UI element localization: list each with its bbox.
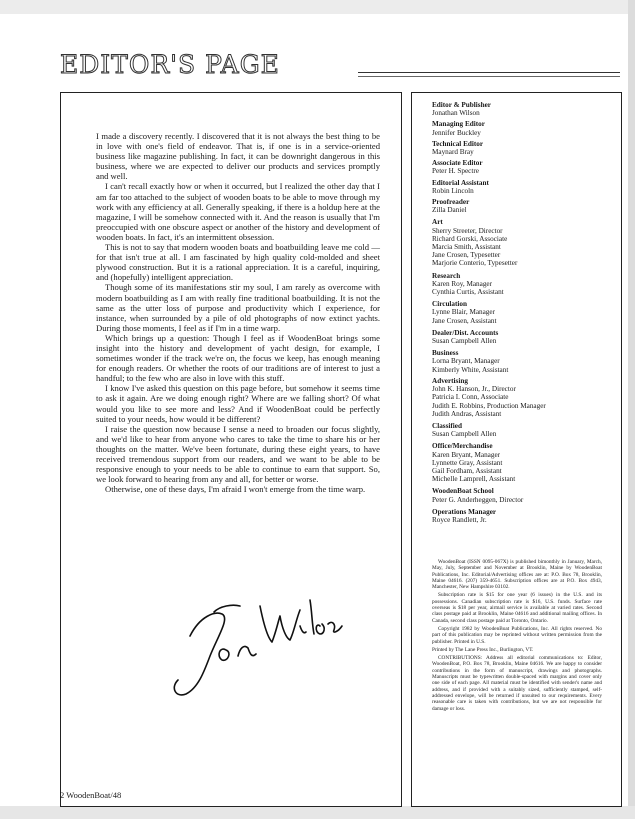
masthead-role: Circulation xyxy=(432,300,468,309)
article-body xyxy=(96,131,380,494)
fine-print-paragraph: WoodenBoat (ISSN 0095-067X) is published bimonthly in January, March, May, July, September and November at Brooklin, Maine by WoodenBoat Publications, Inc. Editorial/Advertising offices are at: P.O. Box 78, Brooklin, Maine 04616. (207) 359-4651. Subscription offices are at P.O. Box 4943, Manchester, New Hampshire 03102. xyxy=(432,559,602,591)
masthead-section xyxy=(432,329,602,345)
masthead-role: Office/Merchandise xyxy=(432,442,493,451)
masthead-section xyxy=(432,377,602,418)
header-rule-inner xyxy=(358,76,620,77)
masthead-name: Peter G. Anderheggen, Director xyxy=(432,495,524,504)
masthead xyxy=(432,101,602,527)
masthead-section xyxy=(432,508,602,524)
masthead-name: Judith E. Robbins, Production Manager xyxy=(432,401,546,410)
article-paragraph: I know I've asked this question on this page before, but somehow it seems time to ask it again. Are we doing enough right? Where are we falling short? Of what would you like to see more and less? And if WoodenBoat could be perfectly suited to your needs, how would it be different? xyxy=(96,383,380,424)
page-edge-top xyxy=(0,0,635,14)
masthead-role: Proofreader xyxy=(432,198,470,207)
page-footer: 2 WoodenBoat/48 xyxy=(60,790,122,800)
masthead-name: Royce Randlett, Jr. xyxy=(432,515,487,524)
masthead-name: Zilla Daniel xyxy=(432,206,467,215)
masthead-role: WoodenBoat School xyxy=(432,487,494,496)
masthead-name: Sherry Streeter, Director xyxy=(432,226,503,235)
masthead-section xyxy=(432,198,602,214)
header-rule xyxy=(358,72,620,73)
article-paragraph: Though some of its manifestations stir my soul, I am rarely as overcome with modern boatbuilding as I am with really fine traditional boatbuilding. It is not the same as the utter loss of purpose and productivity which I experience, for instance, when surrounded by a pile of old photographs of now extinct yachts. During those moments, I feel as if I'm in a time warp. xyxy=(96,282,380,333)
masthead-name: Lorna Bryant, Manager xyxy=(432,357,500,366)
masthead-role: Editorial Assistant xyxy=(432,178,489,187)
article-paragraph: I can't recall exactly how or when it occurred, but I realized the other day that I am far too attached to the subject of wooden boats to be able to move through my work with any efficiency at all. Generally speaking, if there is a holdup here at the magazine, I will be somehow connected with it. And the reason is usually that I'm preoccupied with one obscure aspect or another of the history and development of wooden boats. In fact, it's an intermittent obsession. xyxy=(96,181,380,242)
masthead-section xyxy=(432,300,602,325)
masthead-role: Associate Editor xyxy=(432,159,483,168)
masthead-name: Jennifer Buckley xyxy=(432,128,481,137)
masthead-role: Operations Manager xyxy=(432,507,497,516)
masthead-name: Susan Campbell Allen xyxy=(432,430,497,439)
masthead-role: Dealer/Dist. Accounts xyxy=(432,328,499,337)
masthead-name: Jonathan Wilson xyxy=(432,109,480,118)
masthead-section xyxy=(432,120,602,136)
masthead-section xyxy=(432,422,602,438)
editor-signature xyxy=(160,576,360,706)
masthead-name: Jane Crosen, Typesetter xyxy=(432,251,501,260)
masthead-name: Judith Andras, Assistant xyxy=(432,409,502,418)
masthead-name: Lynne Blair, Manager xyxy=(432,308,495,317)
fine-print-paragraph: Printed by The Lane Press Inc., Burlington, VT. xyxy=(432,646,534,653)
masthead-role: Advertising xyxy=(432,376,468,385)
fine-print-paragraph: CONTRIBUTIONS: Address all editorial communications to: Editor, WoodenBoat, P.O. Box 78, Brooklin, Maine 04616. We are happy to consider contributions in the form of manuscript, drawings and photographs. Manuscripts must be typewritten double-spaced with margins and cover only one side of each page. All material must be identified with sender's name and address, and if provided with a suitably sized, sufficiently stamped, self-addressed envelope, will be returned if unsuited to our requirements. Every reasonable care is taken with contributions, but we are not responsible for damage or loss. xyxy=(432,655,602,712)
masthead-name: Cynthia Curtis, Assistant xyxy=(432,288,504,297)
masthead-name: Peter H. Spectre xyxy=(432,167,479,176)
page-header xyxy=(60,52,620,80)
signature-graphic xyxy=(160,576,360,706)
masthead-section xyxy=(432,101,602,117)
page-edge-bottom xyxy=(0,806,635,819)
masthead-fine-print xyxy=(432,559,602,714)
article-paragraph: This is not to say that modern wooden boats and boatbuilding leave me cold — for that isn't true at all. I am fascinated by high quality cold-molded and sheet plywood construction. But it is a rational appreciation. It is a careful, inquiring, and (hopefully) intelligent appreciation. xyxy=(96,242,380,283)
masthead-role: Art xyxy=(432,218,443,227)
masthead-role: Technical Editor xyxy=(432,139,484,148)
masthead-section xyxy=(432,349,602,374)
masthead-role: Editor & Publisher xyxy=(432,101,491,109)
masthead-section xyxy=(432,179,602,195)
masthead-name: Maynard Bray xyxy=(432,148,474,157)
masthead-name: Jane Crosen, Assistant xyxy=(432,316,497,325)
article-paragraph: Otherwise, one of these days, I'm afraid I won't emerge from the time warp. xyxy=(105,484,366,495)
masthead-name: Michelle Lamprell, Assistant xyxy=(432,475,516,484)
masthead-section xyxy=(432,140,602,156)
article-paragraph: Which brings up a question: Though I feel as if WoodenBoat brings some insight into the history and development of yacht design, for example, I sometimes wonder if the track we're on, the focus we keep, has enough meaning for enough readers. Or whether the roots of our traditions are of interest to just a handful; to the few who are also in love with this stuff. xyxy=(96,332,380,384)
masthead-name: Marjorie Conterio, Typesetter xyxy=(432,259,518,268)
article-paragraph: I made a discovery recently. I discovered that it is not always the best thing to be in love with one's field of endeavor. That is, if one is in a service-oriented business like magazine publishing. In fact, it can be downright dangerous in this business, where we are expected to deliver our products and services promptly and well. xyxy=(96,131,380,182)
masthead-name: Karen Roy, Manager xyxy=(432,279,493,288)
masthead-name: Richard Gorski, Associate xyxy=(432,234,508,243)
masthead-role: Research xyxy=(432,271,461,280)
masthead-section xyxy=(432,487,602,503)
masthead-role: Classified xyxy=(432,421,462,430)
masthead-name: Susan Campbell Allen xyxy=(432,337,497,346)
masthead-role: Business xyxy=(432,349,459,358)
page-edge-right xyxy=(628,0,635,819)
masthead-section xyxy=(432,442,602,483)
article-paragraph: I raise the question now because I sense a need to broaden our focus slightly, and we'd like to hear from anyone who cares to take the time to share his or her thoughts on the matter. We've been fortunate, during these eight years, to have received tremendous support from our readers, and we want to be able to be responsive enough to your needs to be able to continue to earn that support. So, we look forward to hearing from any and all, for better or worse. xyxy=(96,423,380,485)
masthead-role: Managing Editor xyxy=(432,120,485,129)
masthead-section xyxy=(432,159,602,175)
masthead-section xyxy=(432,218,602,267)
masthead-name: Karen Bryant, Manager xyxy=(432,450,501,459)
masthead-section xyxy=(432,272,602,297)
masthead-name: Marcia Smith, Assistant xyxy=(432,243,501,252)
masthead-name: Robin Lincoln xyxy=(432,186,474,195)
fine-print-paragraph: Copyright 1982 by WoodenBoat Publications, Inc. All rights reserved. No part of this publication may be reprinted without written permission from the publisher. Printed in U.S. xyxy=(432,625,602,645)
masthead-name: John K. Hanson, Jr., Director xyxy=(432,385,516,394)
masthead-name: Kimberly White, Assistant xyxy=(432,365,509,374)
masthead-name: Gail Fordham, Assistant xyxy=(432,466,502,475)
fine-print-paragraph: Subscription rate is $15 for one year (6 issues) in the U.S. and its possessions. Canadian subscription rate is $16, U.S. funds. Surface rate overseas is $18 per year, airmail service is available at varied rates. Second class postage paid at Brooklin, Maine 04616 and additional mailing offices. In Canada, second class postage paid at Toronto, Ontario. xyxy=(432,592,602,624)
masthead-name: Patricia I. Conn, Associate xyxy=(432,393,509,402)
masthead-name: Lynnette Gray, Assistant xyxy=(432,458,503,467)
page-title: EDITOR'S PAGE xyxy=(60,50,280,79)
